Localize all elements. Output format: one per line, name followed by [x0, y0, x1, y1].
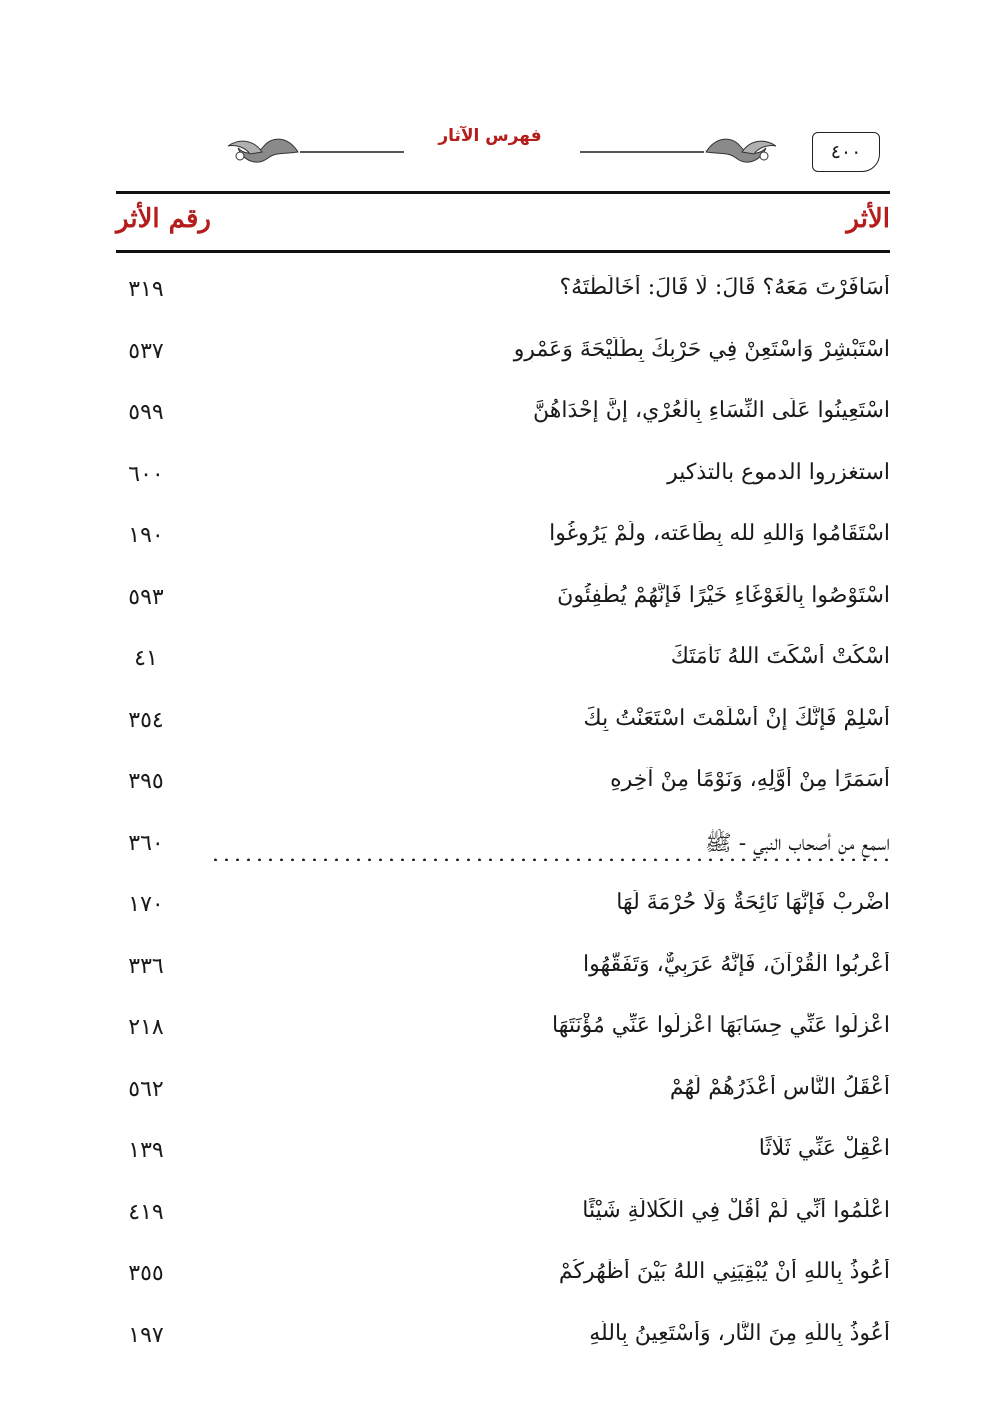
list-item	[116, 819, 890, 881]
athar-text: اعْلَمُوا أَنِّي لَمْ أَقُلْ فِي الْكَلالَةِ شَيْئًا	[576, 1198, 890, 1223]
athar-number: ٥٩٩	[128, 400, 164, 425]
list-item	[116, 573, 890, 635]
list-item	[116, 388, 890, 450]
column-header-athar: الأثر	[846, 204, 890, 234]
athar-number: ٣٣٦	[128, 953, 164, 979]
athar-text: أَعُوذُ بِاللَّهِ مِنَ النَّارِ، وَأَسْتَعِينُ بِاللَّهِ	[583, 1321, 890, 1346]
athar-number: ٢١٨	[128, 1015, 164, 1040]
list-item	[116, 511, 890, 573]
athar-text: أَسَافَرْتَ مَعَهُ؟ قَالَ: لَا قَالَ: أَخَالَطْتَهُ؟	[553, 275, 890, 300]
dot-leader	[210, 858, 890, 861]
athar-text: اسْكُتْ أَسْكَتَ اللهُ نَأْمَتَكَ	[665, 644, 890, 669]
athar-text: اسمع من أصحاب النبي - ﷺ	[699, 831, 890, 856]
athar-entry	[210, 890, 890, 915]
table-header-rule	[116, 250, 890, 253]
list-item	[116, 1311, 890, 1373]
athar-entry	[210, 275, 890, 300]
list-item	[116, 634, 890, 696]
athar-text: اسْتَبْشِرْ وَاسْتَعِنْ فِي حَرْبِكَ بِطُلَيْحَةَ وَعَمْرٍو	[508, 337, 890, 362]
column-header-number: رقم الأثر	[116, 204, 211, 234]
athar-entry	[210, 1075, 890, 1100]
athar-number: ٥٦٢	[128, 1076, 164, 1102]
athar-text: أَعُوذُ بِاللهِ أَنْ يُبْقِيَنِي اللهُ بَيْنَ أَظْهُرِكُمْ	[553, 1259, 890, 1284]
athar-entry	[210, 1321, 890, 1346]
athar-text: اسْتَقَامُوا وَاللهِ لله بِطَاعَته، ولَمْ يَرُوغُوا	[543, 521, 890, 546]
list-item	[116, 265, 890, 327]
athar-text: استغزروا الدموع بالتذكير	[661, 460, 890, 485]
athar-number: ٣٩٥	[128, 769, 164, 794]
athar-number: ١٣٩	[128, 1138, 164, 1163]
list-item	[116, 757, 890, 819]
athar-entry	[210, 521, 890, 546]
index-list	[116, 265, 890, 1372]
list-item	[116, 942, 890, 1004]
page-number: ٤٠٠	[812, 132, 880, 172]
athar-number: ٣٦٠	[128, 830, 164, 856]
athar-entry	[210, 1198, 890, 1223]
athar-entry	[210, 398, 890, 423]
header-title: فهرس الآثار	[438, 126, 542, 146]
athar-entry	[210, 767, 890, 792]
athar-text: اضْرِبْ فَإِنَّهَا نَائِحَةٌ وَلَا حُرْمَةَ لَهَا	[610, 890, 890, 915]
athar-text: اعْقِلْ عَنِّي ثَلَاثًا	[753, 1136, 890, 1161]
header-rule-right	[580, 151, 704, 153]
athar-number: ٤١	[134, 646, 158, 671]
athar-number: ٣٥٥	[128, 1261, 164, 1286]
athar-number: ٣١٩	[128, 277, 164, 302]
athar-number: ٤١٩	[128, 1199, 164, 1225]
list-item	[116, 1188, 890, 1250]
athar-text: أَعْرِبُوا الْقُرْآنَ، فَإِنَّهُ عَرَبِيٌّ، وَتَفَقَّهُوا	[577, 952, 890, 977]
athar-text: اسْتَعِينُوا عَلَى النِّسَاءِ بِالْعُرْيِ، إِنَّ إِحْدَاهُنَّ	[527, 398, 890, 423]
athar-text: أَعْقَلُ النَّاسِ أَعْذَرُهُمْ لَهُمْ	[664, 1075, 890, 1100]
athar-entry	[210, 952, 890, 977]
header-rule-left	[300, 151, 404, 153]
athar-number: ٥٩٣	[128, 584, 164, 610]
athar-entry	[210, 1259, 890, 1284]
athar-entry	[210, 1136, 890, 1161]
athar-number: ١٧٠	[128, 892, 164, 917]
athar-number: ٦٠٠	[128, 461, 164, 487]
list-item	[116, 880, 890, 942]
athar-entry	[210, 583, 890, 608]
athar-text: اسْتَوْصُوا بِالْغَوْغَاءِ خَيْرًا فَإِنَّهُمْ يُطْفِئُونَ	[551, 583, 890, 608]
athar-entry	[210, 337, 890, 362]
athar-number: ٣٥٤	[128, 707, 164, 733]
athar-entry	[210, 706, 890, 731]
list-item	[116, 696, 890, 758]
athar-text: أَسْلِمْ فَإِنَّكَ إِنْ أَسْلَمْتَ اسْتَعَنْتُ بِكَ	[578, 706, 890, 731]
athar-text: اعْزِلُوا عَنِّي حِسَابَهَا اعْزِلُوا عَنِّي مُؤْنَتَهَا	[546, 1013, 890, 1038]
list-item	[116, 450, 890, 512]
left-ornament-icon	[224, 132, 302, 172]
list-item	[116, 1126, 890, 1188]
page-header	[0, 118, 1004, 188]
list-item	[116, 327, 890, 389]
athar-number: ١٩٧	[128, 1322, 164, 1348]
athar-text: أَسَمَرًا مِنْ أَوَّلِهِ، وَنَوْمًا مِنْ آخِرِهِ	[604, 767, 890, 792]
right-ornament-icon	[702, 132, 780, 172]
athar-entry	[210, 1013, 890, 1038]
athar-number: ٥٣٧	[128, 338, 164, 364]
athar-entry	[210, 829, 890, 861]
list-item	[116, 1003, 890, 1065]
athar-entry	[210, 460, 890, 485]
athar-number: ١٩٠	[128, 523, 164, 548]
table-top-rule	[116, 191, 890, 194]
list-item	[116, 1065, 890, 1127]
athar-entry	[210, 644, 890, 669]
list-item	[116, 1249, 890, 1311]
